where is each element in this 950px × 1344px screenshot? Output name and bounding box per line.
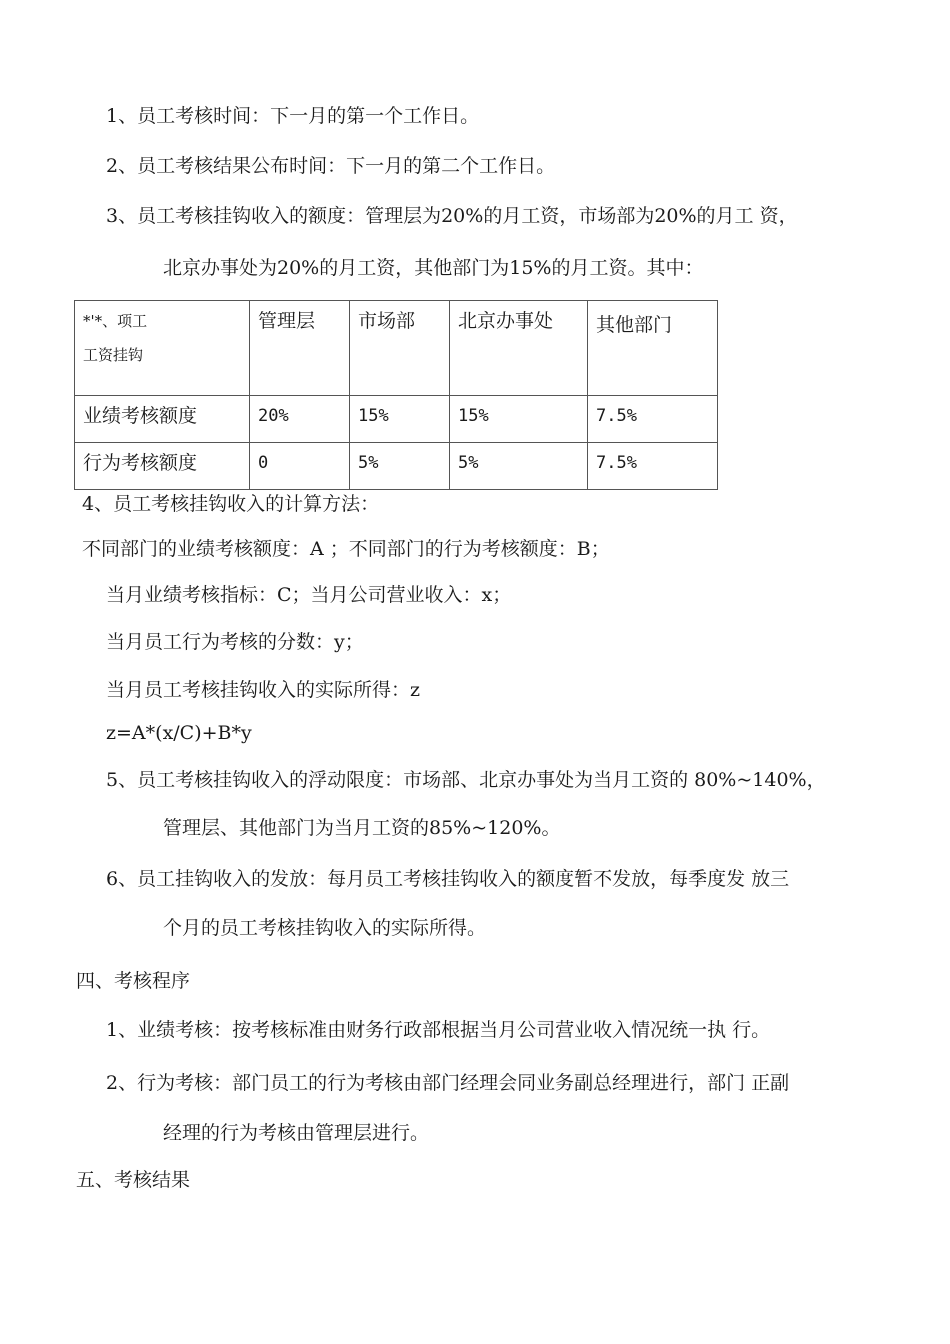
- table-cell: 15%: [450, 396, 588, 443]
- paragraph-performance-assessment: 1、业绩考核：按考核标准由财务行政部根据当月公司营业收入情况统一执 行。: [106, 1019, 771, 1041]
- table-corner-cell: [75, 301, 250, 396]
- corner-label-bottom: 工资挂钩: [83, 346, 144, 364]
- paragraph-float-limit-line1: 5、员工考核挂钩收入的浮动限度：市场部、北京办事处为当月工资的 80%~140%，: [106, 769, 826, 791]
- table-cell: 20%: [250, 396, 350, 443]
- paragraph-calc-var-z: 当月员工考核挂钩收入的实际所得：z: [106, 679, 421, 701]
- paragraph-assessment-time: 1、员工考核时间：下一月的第一个工作日。: [106, 105, 480, 127]
- paragraph-quota-line2: 北京办事处为20%的月工资，其他部门为15%的月工资。其中：: [163, 257, 704, 279]
- paragraph-calc-var-y: 当月员工行为考核的分数：y；: [106, 631, 364, 653]
- table-header-cell: 其他部门: [588, 301, 718, 396]
- table-header-cell: 管理层: [250, 301, 350, 396]
- paragraph-behavior-assessment-line1: 2、行为考核：部门员工的行为考核由部门经理会同业务副总经理进行，部门 正副: [106, 1072, 790, 1094]
- paragraph-calc-var-cx: 当月业绩考核指标：C；当月公司营业收入：x；: [106, 584, 512, 606]
- paragraph-payout-line2: 个月的员工考核挂钩收入的实际所得。: [163, 917, 487, 939]
- table-row: [75, 443, 718, 490]
- table-cell: 7.5%: [588, 443, 718, 490]
- table-row: [75, 396, 718, 443]
- table-header-cell: 市场部: [350, 301, 450, 396]
- paragraph-result-publish-time: 2、员工考核结果公布时间：下一月的第二个工作日。: [106, 155, 556, 177]
- corner-label-top: *'*、项工: [83, 312, 148, 330]
- paragraph-quota-line1: 3、员工考核挂钩收入的额度：管理层为20%的月工资，市场部为20%的月工 资，: [106, 205, 798, 227]
- table-row-label: 行为考核额度: [75, 443, 250, 490]
- table-cell: 15%: [350, 396, 450, 443]
- table-header-row: [75, 301, 718, 396]
- paragraph-calc-var-ab: 不同部门的业绩考核额度：A ；不同部门的行为考核额度：B；: [82, 538, 610, 560]
- table-cell: 0: [250, 443, 350, 490]
- paragraph-behavior-assessment-line2: 经理的行为考核由管理层进行。: [163, 1122, 430, 1144]
- paragraph-float-limit-line2: 管理层、其他部门为当月工资的85%~120%。: [163, 817, 561, 839]
- paragraph-calc-method: 4、员工考核挂钩收入的计算方法：: [82, 493, 380, 515]
- table-cell: 7.5%: [588, 396, 718, 443]
- section-heading-results: 五、考核结果: [76, 1169, 191, 1191]
- paragraph-payout-line1: 6、员工挂钩收入的发放：每月员工考核挂钩收入的额度暂不发放，每季度发 放三: [106, 868, 790, 890]
- table-row-label: 业绩考核额度: [75, 396, 250, 443]
- paragraph-calc-formula: z=A*(x/C)+B*y: [106, 722, 252, 744]
- quota-table: [74, 300, 718, 490]
- table-cell: 5%: [450, 443, 588, 490]
- table-cell: 5%: [350, 443, 450, 490]
- table-header-cell: 北京办事处: [450, 301, 588, 396]
- section-heading-procedure: 四、考核程序: [76, 970, 191, 992]
